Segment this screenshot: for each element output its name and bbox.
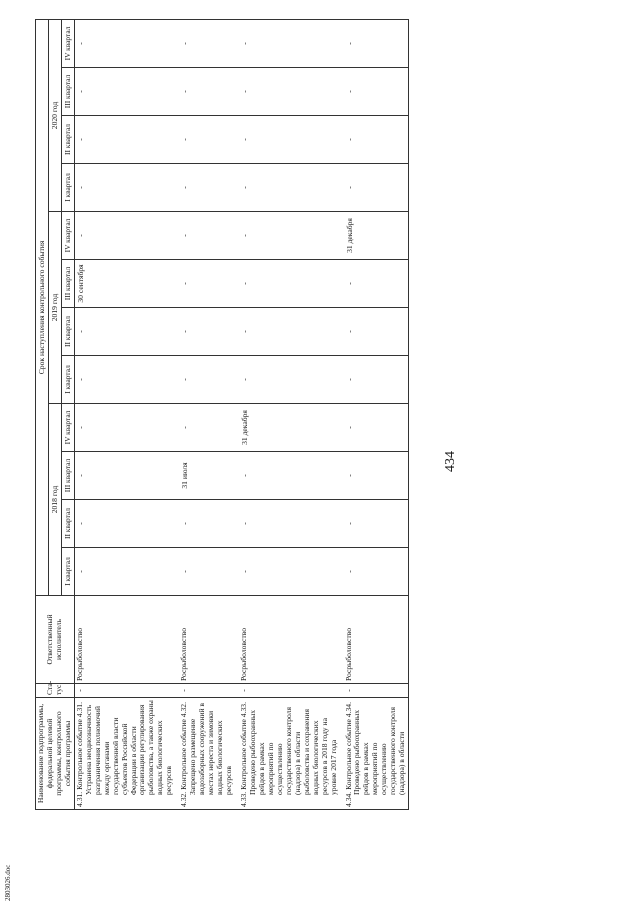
quarter-value: - — [180, 378, 190, 381]
quarter-value: - — [180, 186, 190, 189]
quarter-value: - — [240, 138, 250, 141]
table-row — [235, 19, 339, 809]
quarter-value: - — [240, 90, 250, 93]
quarter-value: - — [75, 90, 85, 93]
quarter-value: - — [180, 234, 190, 237]
quarter-value: - — [240, 378, 250, 381]
event-status: - — [235, 684, 339, 698]
event-name: 4.34. Контрольное событие 4.34. Проведено рыбоохранных рейдов в рамках мероприятий по осуществлению государственного контроля (надзора) в области — [340, 698, 409, 810]
quarter-value: - — [240, 330, 250, 333]
quarter-value: - — [344, 90, 354, 93]
event-status: - — [340, 684, 409, 698]
quarter-value: - — [75, 330, 85, 333]
quarter-value: - — [75, 138, 85, 141]
event-name: 4.32. Контрольное событие 4.32. Запрещено размещение водозаборных сооружений в местах нереста и зимовки водных биологических ресурсов — [175, 698, 235, 810]
quarter-value: - — [344, 138, 354, 141]
quarter-value: - — [344, 282, 354, 285]
quarter-value: - — [75, 42, 85, 45]
table-row — [74, 19, 175, 809]
header-quarter: III квартал — [62, 68, 75, 116]
quarter-value: - — [180, 42, 190, 45]
event-executor: Росрыболовство — [235, 596, 339, 684]
header-quarter: III квартал — [62, 260, 75, 308]
quarter-value: - — [344, 330, 354, 333]
event-name: 4.33. Контрольное событие 4.33. Проведено рыбоохранных рейдов в рамках мероприятий по осуществлению государственного контроля (надзора) в области рыболовства и сохранения водных биологических ресурсов в 2018 году на уровне 2017 года — [235, 698, 339, 810]
header-quarter: I квартал — [62, 356, 75, 404]
quarter-value: - — [180, 90, 190, 93]
quarter-value: - — [344, 474, 354, 477]
quarter-value: 30 сентября — [75, 264, 85, 303]
quarter-value: - — [180, 138, 190, 141]
quarter-value: - — [344, 378, 354, 381]
quarter-value: - — [75, 474, 85, 477]
event-name: 4.31. Контрольное событие 4.31. Устранена неоднозначность разграничения полномочий между органами государственной власти субъектов Российской Федерации в области организации регулирования рыболовства, а также охраны водных биологических ресурсов — [74, 698, 175, 810]
quarter-value: - — [75, 570, 85, 573]
quarter-value: - — [180, 570, 190, 573]
quarter-value: - — [75, 234, 85, 237]
quarter-value: - — [240, 234, 250, 237]
header-quarter: IV квартал — [62, 212, 75, 260]
event-status: - — [175, 684, 235, 698]
event-executor: Росрыболовство — [74, 596, 175, 684]
quarter-value: - — [344, 186, 354, 189]
header-executor: Ответственный исполнитель — [36, 596, 75, 684]
header-name: Наименование подпрограммы, федеральной целевой программы, контрольного события программы — [36, 698, 75, 810]
event-executor: Росрыболовство — [175, 596, 235, 684]
table-row — [340, 19, 409, 809]
header-quarter: II квартал — [62, 116, 75, 164]
quarter-value: - — [180, 282, 190, 285]
quarter-value: - — [75, 378, 85, 381]
quarter-value: - — [180, 426, 190, 429]
quarter-value: - — [344, 570, 354, 573]
quarter-value: - — [240, 474, 250, 477]
quarter-value: - — [240, 522, 250, 525]
quarter-value: - — [240, 42, 250, 45]
quarter-value: - — [75, 522, 85, 525]
header-year: 2020 год — [49, 19, 62, 211]
quarter-value: 31 июля — [180, 462, 190, 489]
header-quarter: II квартал — [62, 308, 75, 356]
document-code: 2803026.doc — [4, 864, 12, 901]
header-quarter: II квартал — [62, 500, 75, 548]
header-quarter: I квартал — [62, 548, 75, 596]
header-quarter: III квартал — [62, 452, 75, 500]
quarter-value: - — [180, 330, 190, 333]
header-status: Ста-тус — [36, 684, 75, 698]
quarter-value: - — [240, 570, 250, 573]
event-executor: Росрыболовство — [340, 596, 409, 684]
header-year: 2018 год — [49, 404, 62, 596]
quarter-value: - — [344, 522, 354, 525]
control-events-table — [35, 19, 409, 810]
quarter-value: 31 декабря — [240, 410, 250, 445]
quarter-value: - — [75, 426, 85, 429]
quarter-value: - — [344, 426, 354, 429]
header-quarter: IV квартал — [62, 19, 75, 67]
quarter-value: - — [344, 42, 354, 45]
quarter-value: 31 декабря — [344, 218, 354, 253]
quarter-value: - — [240, 186, 250, 189]
event-status: - — [74, 684, 175, 698]
header-quarter: I квартал — [62, 164, 75, 212]
header-deadline: Срок наступления контрольного события — [36, 19, 49, 595]
quarter-value: - — [75, 186, 85, 189]
header-quarter: IV квартал — [62, 404, 75, 452]
quarter-value: - — [240, 282, 250, 285]
quarter-value: - — [180, 522, 190, 525]
page-number: 434 — [443, 451, 458, 472]
table-row — [175, 19, 235, 809]
header-year: 2019 год — [49, 212, 62, 404]
